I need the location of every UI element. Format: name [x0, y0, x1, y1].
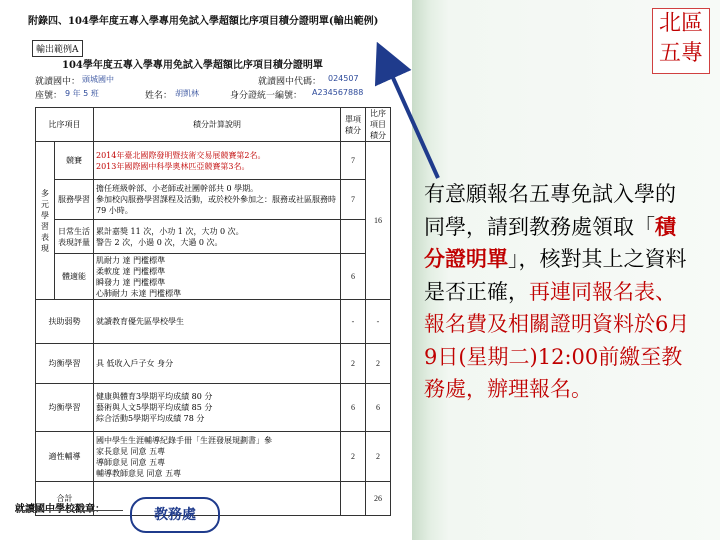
- callout-text: [424, 178, 694, 406]
- fitness-line-3: 瞬發力 達 門檻標準: [96, 277, 166, 287]
- school-code-label: 就讀國中代碼：: [258, 77, 322, 87]
- edu-priority-score: -: [341, 300, 366, 344]
- id-value: A234567888: [312, 88, 364, 97]
- daily-line-1: 累計嘉獎 11 次，小功 1 次，大功 0 次。: [96, 226, 244, 236]
- school-stamp: 教務處: [130, 497, 220, 533]
- counsel-line-1: 國中學生生涯輔導紀錄手冊「生涯發展規劃書」參: [96, 435, 272, 445]
- counsel-line-3: 導師意見 同意 五專: [96, 457, 166, 467]
- doc-title: 104學年度五專入學專用免試入學超額比序項目積分證明單: [62, 60, 323, 71]
- race-label: 競賽: [55, 142, 94, 180]
- counsel-subtotal: 2: [366, 432, 391, 482]
- seat-value: 9 年 5 班: [65, 89, 99, 98]
- total-label: 合計: [36, 482, 94, 516]
- callout-highlight: 積分證明單: [424, 213, 676, 271]
- daily-label: 日常生活表現評量: [55, 220, 94, 254]
- id-label: 身分證統一編號：: [230, 91, 303, 101]
- doc-heading: 附錄四、104學年度五專入學專用免試入學超額比序項目積分證明單(輸出範例): [28, 16, 379, 27]
- callout-quote-close: 」，: [508, 247, 540, 271]
- balanced-line-1: 健康與體育3學期平均成績 80 分: [96, 392, 213, 401]
- balance-score: 2: [341, 344, 366, 384]
- balance-desc: 具 低收入戶子女 身分: [94, 344, 341, 384]
- sample-label: 輸出範例A: [32, 40, 83, 57]
- col-single-header: 單項積分: [341, 108, 366, 142]
- col-desc-header: 積分計算說明: [94, 108, 341, 142]
- arrow-line: [385, 60, 438, 178]
- school-label: 就讀國中：: [35, 77, 81, 87]
- race-line-1: 2014年臺北國際發明暨技術交易展競賽第2名。: [96, 150, 266, 160]
- fitness-line-4: 心肺耐力 未達 門檻標準: [96, 288, 182, 298]
- corner-line-2: 五專: [658, 41, 703, 66]
- school-value: 頭城國中: [82, 75, 114, 84]
- total-value: 26: [366, 482, 391, 516]
- counsel-line-4: 輔導教師意見 同意 五專: [96, 468, 182, 478]
- balanced-line-3: 綜合活動5學期平均成績 78 分: [96, 414, 205, 423]
- balance-label: 均衡學習: [36, 344, 94, 384]
- daily-line-2: 警告 2 次，小過 0 次，大過 0 次。: [96, 237, 223, 247]
- race-score: 7: [341, 142, 366, 180]
- edu-priority-label: 扶助弱勢: [36, 300, 94, 344]
- balance-subtotal: 2: [366, 344, 391, 384]
- fitness-line-1: 肌耐力 達 門檻標準: [96, 255, 166, 265]
- edu-priority-desc: 就讀教育優先區學校學生: [94, 300, 341, 344]
- balanced-learning-score: 6: [341, 384, 366, 432]
- name-value: 胡凱林: [175, 89, 199, 98]
- balanced-line-2: 藝術與人文5學期平均成績 85 分: [96, 403, 213, 412]
- edu-priority-subtotal: -: [366, 300, 391, 344]
- seat-label: 座號：: [35, 91, 63, 101]
- multi-group-label: 多元學習表現: [36, 142, 55, 300]
- callout-red-text: 再連同報名表、報名費及相關證明資料於6月9日(星期二)12:00前繳至教務處，辦理報名。: [424, 279, 690, 401]
- fitness-score: 6: [341, 254, 366, 300]
- balanced-learning-subtotal: 6: [366, 384, 391, 432]
- callout-line-1: 有意願報名五專免試入學的同學，請到教務處領取: [424, 182, 676, 239]
- service-score: 7: [341, 180, 366, 220]
- corner-line-1: 北區: [658, 11, 703, 36]
- multi-total: 16: [366, 142, 391, 300]
- service-line-1: 擔任班級幹部、小老師或社團幹部共 0 學期。: [96, 184, 259, 193]
- balanced-learning-label: 均衡學習: [36, 384, 94, 432]
- fitness-line-2: 柔軟度 達 門檻標準: [96, 266, 166, 276]
- counsel-score: 2: [341, 432, 366, 482]
- counsel-line-2: 家長意見 同意 五專: [96, 446, 166, 456]
- service-label: 服務學習: [55, 180, 94, 220]
- col-item-header: 比序項目: [36, 108, 94, 142]
- fitness-label: 體適能: [55, 254, 94, 300]
- school-code-value: 024507: [328, 74, 359, 83]
- name-label: 姓名：: [145, 91, 173, 101]
- race-line-2: 2013年國際國中科學奧林匹亞競賽第3名。: [96, 161, 250, 171]
- callout-line-2: 核對其上之資料是否正確，: [424, 247, 687, 304]
- callout-quote-open: 「: [634, 214, 655, 239]
- service-line-2: 參加校內服務學習課程及活動，或於校外參加之：服務或社區服務時 79 小時。: [96, 195, 336, 215]
- col-subtotal-header: 比序項目積分: [366, 108, 391, 142]
- footer-label: 就讀國中學校戳章：: [15, 504, 105, 515]
- counsel-label: 適性輔導: [36, 432, 94, 482]
